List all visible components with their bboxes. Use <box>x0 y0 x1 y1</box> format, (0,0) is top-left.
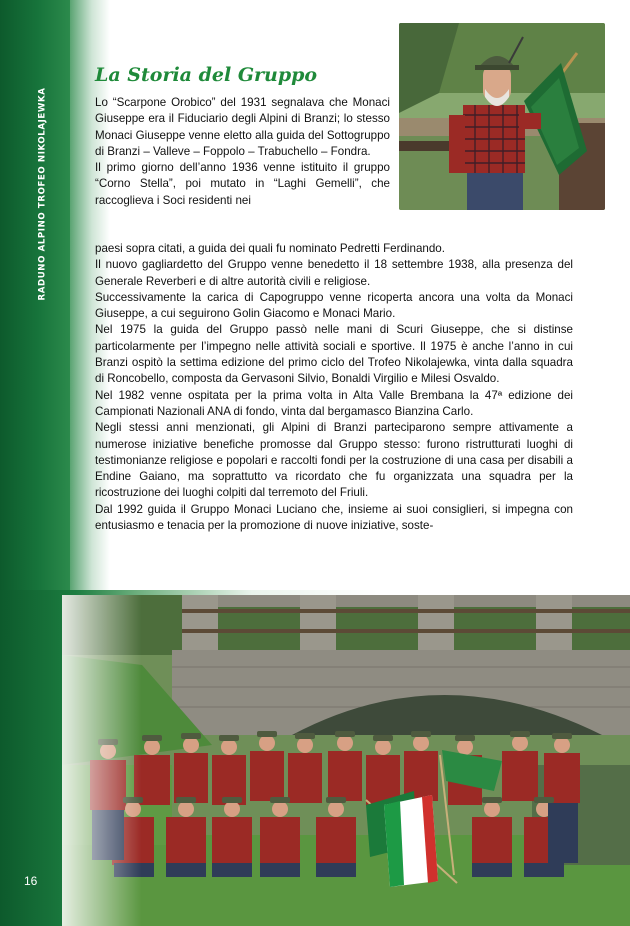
body-text <box>95 241 573 534</box>
paragraph: Lo “Scarpone Orobico” del 1931 segnalava che Monaci Giuseppe era il Fiduciario degli Alpini di Branzi; lo stesso Monaci Giuseppe venne eletto alla guida del Sottogruppo di Branzi – Valleve – Foppolo – Trabuchello – Fondra. <box>95 96 390 158</box>
paragraph: Dal 1992 guida il Gruppo Monaci Luciano che, insieme ai suoi consiglieri, si impegna con entusiasmo e tenacia per la promozione di nuove iniziative, soste- <box>95 502 573 533</box>
photo-group-at-bridge-illustration <box>62 595 630 926</box>
page-number: 16 <box>24 874 38 888</box>
paragraph: Negli stessi anni menzionati, gli Alpini di Branzi parteciparono sempre attivamente a numerose iniziative benefiche promosse dal Gruppo stesso: furono ristrutturati luoghi di testimonianze religiose e popolari e raccolti fondi per la costruzione di una casa per disabili a Endine Gaiano, ma soprattutto va ricordato che fu organizzata una squadra per la ricostruzione dei luoghi colpiti dal terremoto del Friuli. <box>95 421 573 500</box>
photo-alpino-with-banner-illustration <box>399 23 605 210</box>
photo-group-at-bridge <box>62 595 630 926</box>
paragraph: Il nuovo gagliardetto del Gruppo venne benedetto il 18 settembre 1938, alla presenza del Generale Reverberi e di altre autorità civili e religiose. <box>95 258 573 288</box>
paragraph: Successivamente la carica di Capogruppo venne ricoperta ancora una volta da Monaci Giuseppe, a cui seguirono Golin Giacomo e Monaci Mario. <box>95 290 573 321</box>
paragraph: Il primo giorno dell’anno 1936 venne istituito il gruppo “Corno Stella”, poi mutato in “Laghi Gemelli”, che raccoglieva i Soci residenti nei <box>95 161 390 207</box>
photo-alpino-with-banner <box>399 23 605 210</box>
side-title: RADUNO ALPINO TROFEO NIKOLAJEWKA <box>37 87 47 301</box>
intro-text <box>95 95 390 209</box>
paragraph: Nel 1982 venne ospitata per la prima volta in Alta Valle Brembana la 47ª edizione dei Campionati Nazionali ANA di fondo, vinta dal bergamasco Bianzina Carlo. <box>95 388 573 418</box>
paragraph: paesi sopra citati, a guida dei quali fu nominato Pedretti Ferdinando. <box>95 242 445 255</box>
paragraph: Nel 1975 la guida del Gruppo passò nelle mani di Scuri Giuseppe, che si distinse particolarmente per l’impegno nelle attività sociali e sportive. Il 1975 è anche l’anno in cui Branzi ospitò la settima edizione del primo ciclo del Trofeo Nikolajewka, vinta dalla squadra di Roncobello, composta da Gervasoni Silvio, Bonaldi Virgilio e Milesi Osvaldo. <box>95 323 573 386</box>
page-heading: La Storia del Gruppo <box>95 64 318 86</box>
